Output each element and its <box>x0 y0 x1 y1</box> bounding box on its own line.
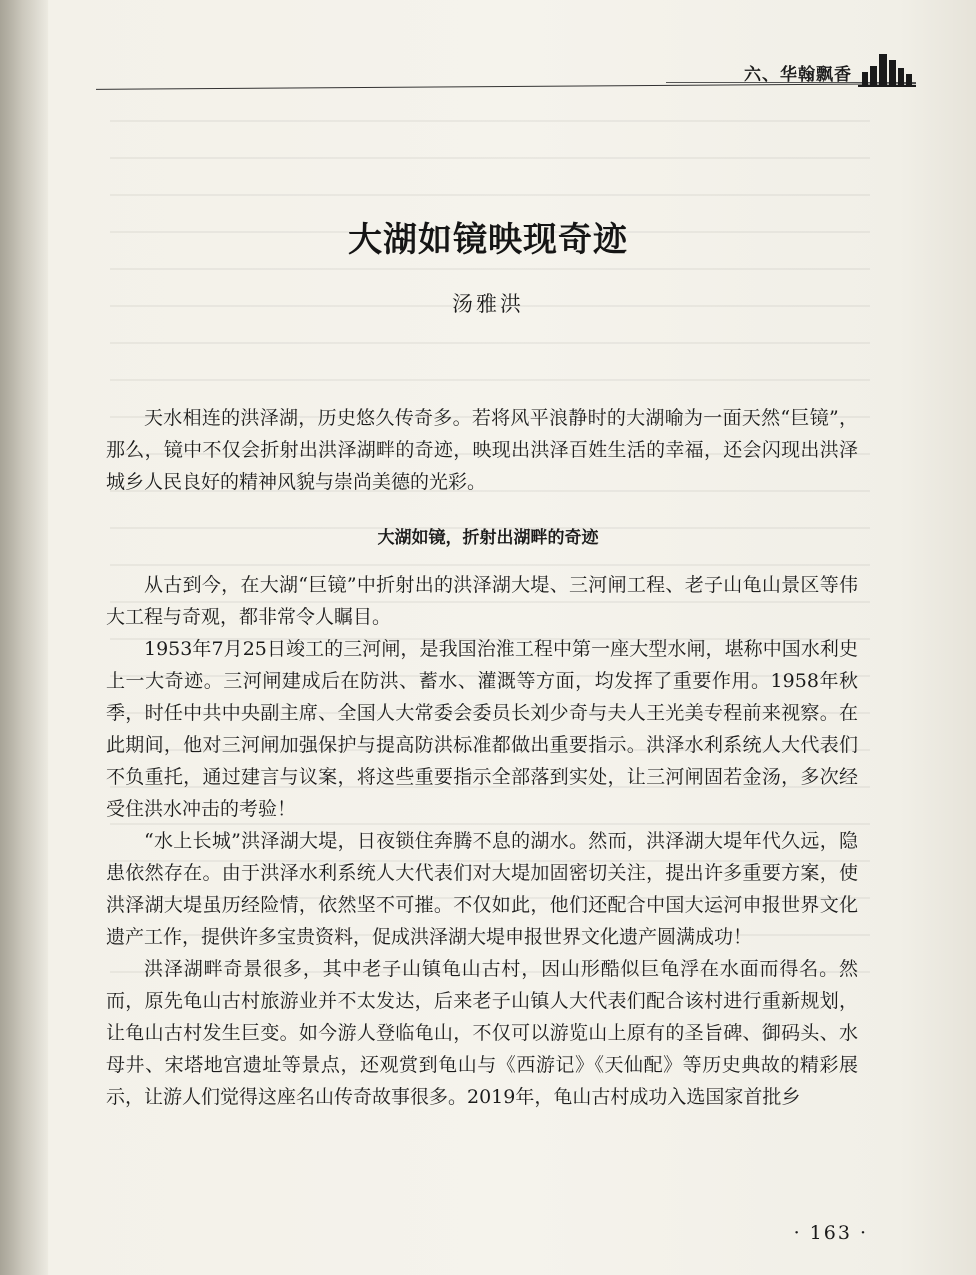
body-paragraph: 从古到今，在大湖“巨镜”中折射出的洪泽湖大堤、三河闸工程、老子山龟山景区等伟大工程与奇观，都非常令人瞩目。 <box>106 574 858 628</box>
intro-paragraph: 天水相连的洪泽湖，历史悠久传奇多。若将风平浪静时的大湖喻为一面天然“巨镜”，那么，镜中不仅会折射出洪泽湖畔的奇迹，映现出洪泽百姓生活的幸福，还会闪现出洪泽城乡人民良好的精神风貌与崇尚美德的光彩。 <box>106 407 858 493</box>
body-paragraph: “水上长城”洪泽湖大堤，日夜锁住奔腾不息的湖水。然而，洪泽湖大堤年代久远，隐患依然存在。由于洪泽水利系统人大代表们对大堤加固密切关注，提出许多重要方案，使洪泽湖大堤虽历经险情，依然坚不可摧。不仅如此，他们还配合中国大运河申报世界文化遗产工作，提供许多宝贵资料，促成洪泽湖大堤申报世界文化遗产圆满成功！ <box>106 830 858 948</box>
gutter-shadow <box>0 0 48 1275</box>
article-title: 大湖如镜映现奇迹 <box>348 220 628 260</box>
skyline-logo-icon <box>858 48 916 90</box>
intro-block <box>106 402 858 498</box>
body-paragraph: 1953年7月25日竣工的三河闸，是我国治淮工程中第一座大型水闸，堪称中国水利史上一大奇迹。三河闸建成后在防洪、蓄水、灌溉等方面，均发挥了重要作用。1958年秋季，时任中共中央副主席、全国人大常委会委员长刘少奇与夫人王光美专程前来视察。在此期间，他对三河闸加强保护与提高防洪标准都做出重要指示。洪泽水利系统人大代表们不负重托，通过建言与议案，将这些重要指示全部落到实处，让三河闸固若金汤，多次经受住洪水冲击的考验！ <box>106 638 858 820</box>
section-body <box>106 569 858 1113</box>
section-title: 六、华翰飘香 <box>744 65 852 85</box>
body-paragraph: 洪泽湖畔奇景很多，其中老子山镇龟山古村，因山形酷似巨龟浮在水面而得名。然而，原先龟山古村旅游业并不太发达，后来老子山镇人大代表们配合该村进行重新规划，让龟山古村发生巨变。如今游人登临龟山，不仅可以游览山上原有的圣旨碑、御码头、水母井、宋塔地宫遗址等景点，还观赏到龟山与《西游记》《天仙配》等历史典故的精彩展示，让游人们觉得这座名山传奇故事很多。2019年，龟山古村成功入选国家首批乡 <box>106 958 858 1108</box>
section-subheading: 大湖如镜，折射出湖畔的奇迹 <box>377 528 599 548</box>
page-number: · 163 · <box>793 1222 868 1244</box>
article-author: 汤雅洪 <box>452 292 524 316</box>
running-head <box>96 48 916 98</box>
